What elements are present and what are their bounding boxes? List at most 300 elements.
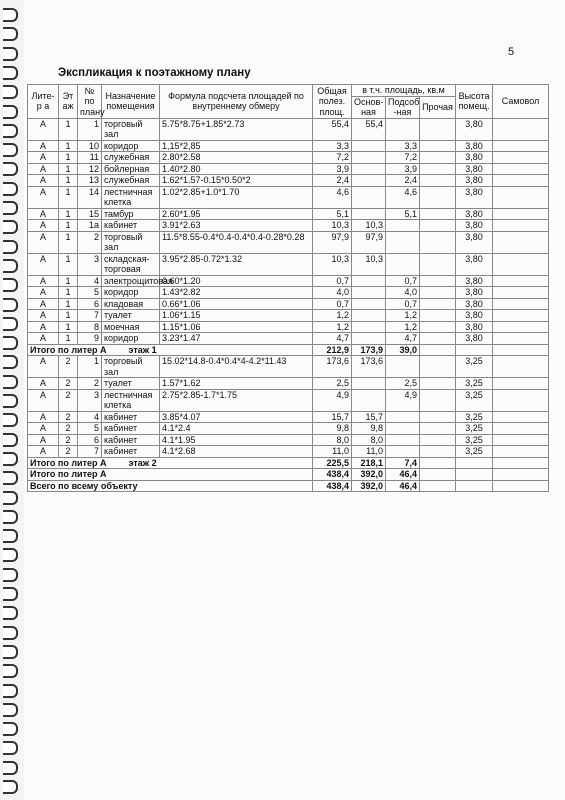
cell-unauthorized [493, 434, 549, 446]
spiral-ring [3, 722, 18, 736]
cell-floor: 1 [59, 231, 78, 253]
cell-main-area [352, 333, 386, 345]
cell-unauthorized [493, 220, 549, 232]
total-height [456, 344, 493, 356]
total-row [28, 457, 549, 469]
cell-total-area: 3,3 [313, 140, 352, 152]
cell-other-area [420, 275, 456, 287]
total-area: 212,9 [313, 344, 352, 356]
spiral-ring [3, 664, 18, 678]
spiral-ring [3, 317, 18, 331]
cell-floor: 1 [59, 186, 78, 208]
cell-unauthorized [493, 175, 549, 187]
cell-total-area: 4,0 [313, 287, 352, 299]
cell-height: 3,25 [456, 356, 493, 378]
cell-room-number: 8 [78, 321, 102, 333]
cell-auxiliary-area: 4,7 [386, 333, 420, 345]
cell-litera: А [28, 140, 59, 152]
cell-unauthorized [493, 321, 549, 333]
cell-total-area: 55,4 [313, 118, 352, 140]
cell-unauthorized [493, 253, 549, 275]
spiral-ring [3, 8, 18, 22]
spiral-ring [3, 66, 18, 80]
total-auxiliary-area: 7,4 [386, 457, 420, 469]
table-row [28, 163, 549, 175]
cell-total-area: 4,6 [313, 186, 352, 208]
spiral-ring [3, 606, 18, 620]
cell-auxiliary-area: 3,3 [386, 140, 420, 152]
cell-area-formula: 1.06*1.15 [160, 310, 313, 322]
spiral-ring [3, 703, 18, 717]
cell-other-area [420, 208, 456, 220]
total-main-area: 218,1 [352, 457, 386, 469]
cell-total-area: 173,6 [313, 356, 352, 378]
total-label-text: Итого по литер А [30, 469, 107, 479]
total-height [456, 457, 493, 469]
cell-litera: А [28, 287, 59, 299]
total-other-area [420, 457, 456, 469]
total-row [28, 469, 549, 481]
spiral-ring [3, 741, 18, 755]
cell-main-area [352, 275, 386, 287]
cell-main-area: 10,3 [352, 220, 386, 232]
spiral-ring [3, 162, 18, 176]
cell-room-purpose: туалет [102, 378, 160, 390]
total-other-area [420, 344, 456, 356]
cell-floor: 1 [59, 175, 78, 187]
cell-auxiliary-area [386, 253, 420, 275]
cell-main-area [352, 287, 386, 299]
total-unauthorized [493, 457, 549, 469]
cell-floor: 1 [59, 253, 78, 275]
cell-floor: 1 [59, 333, 78, 345]
cell-room-number: 7 [78, 446, 102, 458]
cell-floor: 2 [59, 446, 78, 458]
cell-room-purpose: лестничная клетка [102, 389, 160, 411]
table-row [28, 310, 549, 322]
cell-unauthorized [493, 389, 549, 411]
cell-floor: 1 [59, 140, 78, 152]
table-row [28, 253, 549, 275]
spiral-ring [3, 278, 18, 292]
cell-room-number: 6 [78, 298, 102, 310]
cell-area-formula: 15.02*14.8-0.4*0.4*4-4.2*11.43 [160, 356, 313, 378]
cell-room-purpose: служебная [102, 175, 160, 187]
cell-area-formula: 4.1*2.68 [160, 446, 313, 458]
cell-auxiliary-area [386, 411, 420, 423]
cell-unauthorized [493, 356, 549, 378]
cell-height: 3,80 [456, 310, 493, 322]
table-row [28, 298, 549, 310]
cell-height: 3,25 [456, 378, 493, 390]
cell-total-area: 3,9 [313, 163, 352, 175]
cell-unauthorized [493, 411, 549, 423]
cell-litera: А [28, 118, 59, 140]
cell-room-purpose: коридор [102, 287, 160, 299]
cell-room-number: 3 [78, 253, 102, 275]
col-header-formula: Формула подсчета площадей по внутреннему обмеру [160, 85, 313, 119]
cell-litera: А [28, 321, 59, 333]
cell-unauthorized [493, 186, 549, 208]
cell-room-purpose: коридор [102, 140, 160, 152]
cell-litera: А [28, 175, 59, 187]
cell-litera: А [28, 389, 59, 411]
table-row [28, 446, 549, 458]
cell-total-area: 4,9 [313, 389, 352, 411]
cell-other-area [420, 378, 456, 390]
cell-room-number: 1 [78, 356, 102, 378]
cell-main-area [352, 163, 386, 175]
spiral-ring [3, 645, 18, 659]
cell-auxiliary-area: 2,5 [386, 378, 420, 390]
table-row [28, 118, 549, 140]
total-unauthorized [493, 344, 549, 356]
cell-height: 3,80 [456, 186, 493, 208]
table-row [28, 321, 549, 333]
cell-main-area: 97,9 [352, 231, 386, 253]
cell-litera: А [28, 253, 59, 275]
cell-auxiliary-area: 4,9 [386, 389, 420, 411]
cell-unauthorized [493, 231, 549, 253]
spiral-ring [3, 240, 18, 254]
cell-height: 3,80 [456, 220, 493, 232]
cell-floor: 1 [59, 152, 78, 164]
table-row [28, 411, 549, 423]
total-unauthorized [493, 480, 549, 492]
cell-main-area [352, 321, 386, 333]
cell-height: 3,25 [456, 423, 493, 435]
cell-other-area [420, 389, 456, 411]
table-header-row [28, 85, 549, 97]
cell-unauthorized [493, 298, 549, 310]
table-row [28, 434, 549, 446]
cell-unauthorized [493, 118, 549, 140]
cell-height: 3,25 [456, 389, 493, 411]
table-row [28, 175, 549, 187]
total-main-area: 392,0 [352, 480, 386, 492]
cell-floor: 2 [59, 356, 78, 378]
cell-room-number: 9 [78, 333, 102, 345]
document-title: Экспликация к поэтажному плану [58, 67, 251, 79]
cell-area-formula: 5.75*8.75+1.85*2.73 [160, 118, 313, 140]
cell-area-formula: 4.1*2.4 [160, 423, 313, 435]
spiral-ring [3, 220, 18, 234]
spiral-ring [3, 47, 18, 61]
total-main-area: 173,9 [352, 344, 386, 356]
cell-main-area: 10,3 [352, 253, 386, 275]
cell-area-formula: 1.57*1.62 [160, 378, 313, 390]
total-floor-text: этаж 1 [128, 344, 157, 355]
cell-unauthorized [493, 378, 549, 390]
cell-other-area [420, 118, 456, 140]
cell-room-number: 14 [78, 186, 102, 208]
cell-litera: А [28, 333, 59, 345]
binding-spiral [0, 0, 22, 800]
cell-height: 3,80 [456, 321, 493, 333]
cell-total-area: 9,8 [313, 423, 352, 435]
total-label [28, 469, 313, 481]
cell-unauthorized [493, 140, 549, 152]
total-row [28, 480, 549, 492]
cell-other-area [420, 310, 456, 322]
cell-area-formula: 1.43*2.82 [160, 287, 313, 299]
cell-other-area [420, 231, 456, 253]
cell-room-purpose: торговый зал [102, 356, 160, 378]
total-auxiliary-area: 46,4 [386, 480, 420, 492]
cell-floor: 2 [59, 423, 78, 435]
cell-unauthorized [493, 287, 549, 299]
cell-floor: 1 [59, 118, 78, 140]
cell-height: 3,80 [456, 175, 493, 187]
cell-total-area: 0,7 [313, 275, 352, 287]
cell-main-area [352, 186, 386, 208]
cell-room-purpose: кабинет [102, 434, 160, 446]
cell-room-purpose: служебная [102, 152, 160, 164]
total-auxiliary-area: 46,4 [386, 469, 420, 481]
cell-room-number: 13 [78, 175, 102, 187]
cell-floor: 2 [59, 434, 78, 446]
cell-height: 3,80 [456, 208, 493, 220]
cell-height: 3,25 [456, 434, 493, 446]
cell-room-purpose: бойлерная [102, 163, 160, 175]
cell-room-number: 1а [78, 220, 102, 232]
cell-total-area: 0,7 [313, 298, 352, 310]
total-row [28, 344, 549, 356]
cell-auxiliary-area: 1,2 [386, 310, 420, 322]
spiral-ring [3, 259, 18, 273]
cell-main-area [352, 175, 386, 187]
table-row [28, 423, 549, 435]
cell-other-area [420, 446, 456, 458]
cell-main-area [352, 389, 386, 411]
cell-height: 3,80 [456, 287, 493, 299]
cell-litera: А [28, 310, 59, 322]
cell-room-purpose: торговый зал [102, 118, 160, 140]
cell-room-number: 15 [78, 208, 102, 220]
spiral-ring [3, 471, 18, 485]
total-main-area: 392,0 [352, 469, 386, 481]
spiral-ring [3, 85, 18, 99]
cell-auxiliary-area [386, 356, 420, 378]
total-label [28, 344, 313, 356]
spiral-ring [3, 143, 18, 157]
cell-litera: А [28, 208, 59, 220]
cell-litera: А [28, 356, 59, 378]
total-label-text: Всего по всему объекту [30, 480, 138, 491]
cell-auxiliary-area: 3,9 [386, 163, 420, 175]
cell-auxiliary-area: 5,1 [386, 208, 420, 220]
cell-litera: А [28, 378, 59, 390]
cell-main-area: 55,4 [352, 118, 386, 140]
cell-floor: 1 [59, 310, 78, 322]
cell-auxiliary-area: 4,0 [386, 287, 420, 299]
total-label-text: Итого по литер А [30, 344, 107, 355]
cell-total-area: 10,3 [313, 253, 352, 275]
total-height [456, 480, 493, 492]
cell-main-area: 11,0 [352, 446, 386, 458]
cell-room-number: 5 [78, 287, 102, 299]
cell-litera: А [28, 275, 59, 287]
cell-area-formula: 1.62*1.57-0.15*0.50*2 [160, 175, 313, 187]
cell-room-number: 12 [78, 163, 102, 175]
cell-floor: 1 [59, 287, 78, 299]
cell-area-formula: 2.80*2.58 [160, 152, 313, 164]
spiral-ring [3, 27, 18, 41]
table-row [28, 333, 549, 345]
cell-total-area: 10,3 [313, 220, 352, 232]
cell-height: 3,80 [456, 118, 493, 140]
cell-auxiliary-area: 0,7 [386, 298, 420, 310]
spiral-ring [3, 568, 18, 582]
total-unauthorized [493, 469, 549, 481]
cell-litera: А [28, 298, 59, 310]
spiral-ring [3, 452, 18, 466]
cell-height: 3,25 [456, 446, 493, 458]
cell-area-formula: 2.60*1.95 [160, 208, 313, 220]
spiral-ring [3, 761, 18, 775]
total-area: 225,5 [313, 457, 352, 469]
page-number: 5 [508, 46, 515, 58]
cell-floor: 1 [59, 321, 78, 333]
cell-total-area: 2,5 [313, 378, 352, 390]
spiral-ring [3, 336, 18, 350]
table-row [28, 378, 549, 390]
cell-total-area: 97,9 [313, 231, 352, 253]
total-other-area [420, 480, 456, 492]
col-header-total-area: Общая полез. площ. [313, 85, 352, 119]
total-area: 438,4 [313, 469, 352, 481]
cell-room-purpose: электрощитовая [102, 275, 160, 287]
cell-auxiliary-area [386, 446, 420, 458]
cell-litera: А [28, 446, 59, 458]
cell-room-number: 10 [78, 140, 102, 152]
cell-area-formula: 3.23*1.47 [160, 333, 313, 345]
cell-area-formula: 2.75*2.85-1.7*1.75 [160, 389, 313, 411]
cell-room-purpose: тамбур [102, 208, 160, 220]
cell-area-formula: 3.95*2.85-0.72*1.32 [160, 253, 313, 275]
cell-litera: А [28, 231, 59, 253]
cell-auxiliary-area [386, 434, 420, 446]
cell-floor: 1 [59, 163, 78, 175]
table-row [28, 356, 549, 378]
cell-total-area: 11,0 [313, 446, 352, 458]
cell-unauthorized [493, 275, 549, 287]
cell-other-area [420, 163, 456, 175]
cell-area-formula: 0.60*1.20 [160, 275, 313, 287]
total-auxiliary-area: 39,0 [386, 344, 420, 356]
cell-room-purpose: кабинет [102, 423, 160, 435]
cell-room-number: 4 [78, 411, 102, 423]
cell-litera: А [28, 163, 59, 175]
col-header-main: Основ-ная [352, 96, 386, 118]
cell-main-area: 9,8 [352, 423, 386, 435]
cell-other-area [420, 411, 456, 423]
cell-other-area [420, 321, 456, 333]
cell-room-purpose: торговый зал [102, 231, 160, 253]
total-area: 438,4 [313, 480, 352, 492]
cell-area-formula: 1.02*2.85+1.0*1.70 [160, 186, 313, 208]
cell-room-purpose: лестничная клетка [102, 186, 160, 208]
cell-auxiliary-area: 4,6 [386, 186, 420, 208]
cell-other-area [420, 175, 456, 187]
cell-total-area: 1,2 [313, 321, 352, 333]
cell-litera: А [28, 423, 59, 435]
cell-unauthorized [493, 333, 549, 345]
table-row [28, 140, 549, 152]
spiral-ring [3, 433, 18, 447]
cell-floor: 2 [59, 411, 78, 423]
cell-area-formula: 1,15*2,85 [160, 140, 313, 152]
total-label [28, 480, 313, 492]
cell-main-area [352, 310, 386, 322]
total-label-text: Итого по литер А [30, 457, 107, 468]
cell-total-area: 15,7 [313, 411, 352, 423]
cell-other-area [420, 140, 456, 152]
col-header-number: № по плану [78, 85, 102, 119]
spiral-ring [3, 548, 18, 562]
table-row [28, 186, 549, 208]
cell-total-area: 7,2 [313, 152, 352, 164]
cell-auxiliary-area: 1,2 [386, 321, 420, 333]
cell-area-formula: 4.1*1.95 [160, 434, 313, 446]
cell-other-area [420, 423, 456, 435]
cell-other-area [420, 333, 456, 345]
cell-area-formula: 3.91*2.63 [160, 220, 313, 232]
cell-area-formula: 1.15*1.06 [160, 321, 313, 333]
cell-main-area: 173,6 [352, 356, 386, 378]
cell-height: 3,80 [456, 231, 493, 253]
col-header-area-group: в т.ч. площадь, кв.м [352, 85, 456, 97]
cell-height: 3,80 [456, 140, 493, 152]
cell-height: 3,80 [456, 275, 493, 287]
cell-room-number: 4 [78, 275, 102, 287]
spiral-ring [3, 394, 18, 408]
cell-room-number: 6 [78, 434, 102, 446]
cell-room-purpose: кладовая [102, 298, 160, 310]
cell-room-purpose: кабинет [102, 411, 160, 423]
cell-floor: 1 [59, 220, 78, 232]
cell-other-area [420, 434, 456, 446]
spiral-ring [3, 105, 18, 119]
table-body [28, 118, 549, 492]
cell-main-area: 15,7 [352, 411, 386, 423]
cell-auxiliary-area [386, 220, 420, 232]
spiral-ring [3, 124, 18, 138]
spiral-ring [3, 375, 18, 389]
spiral-ring [3, 684, 18, 698]
cell-total-area: 8,0 [313, 434, 352, 446]
table-row [28, 152, 549, 164]
cell-litera: А [28, 152, 59, 164]
cell-room-purpose: моечная [102, 321, 160, 333]
table-row [28, 287, 549, 299]
col-header-floor: Эт аж [59, 85, 78, 119]
cell-room-purpose: кабинет [102, 220, 160, 232]
cell-room-purpose: туалет [102, 310, 160, 322]
cell-other-area [420, 356, 456, 378]
cell-litera: А [28, 186, 59, 208]
spiral-ring [3, 510, 18, 524]
cell-room-number: 11 [78, 152, 102, 164]
spiral-ring [3, 529, 18, 543]
cell-floor: 1 [59, 208, 78, 220]
cell-area-formula: 11.5*8.55-0.4*0.4-0.4*0.4-0.28*0.28 [160, 231, 313, 253]
cell-litera: А [28, 411, 59, 423]
spiral-ring [3, 413, 18, 427]
cell-room-number: 2 [78, 231, 102, 253]
spiral-ring [3, 491, 18, 505]
cell-other-area [420, 298, 456, 310]
